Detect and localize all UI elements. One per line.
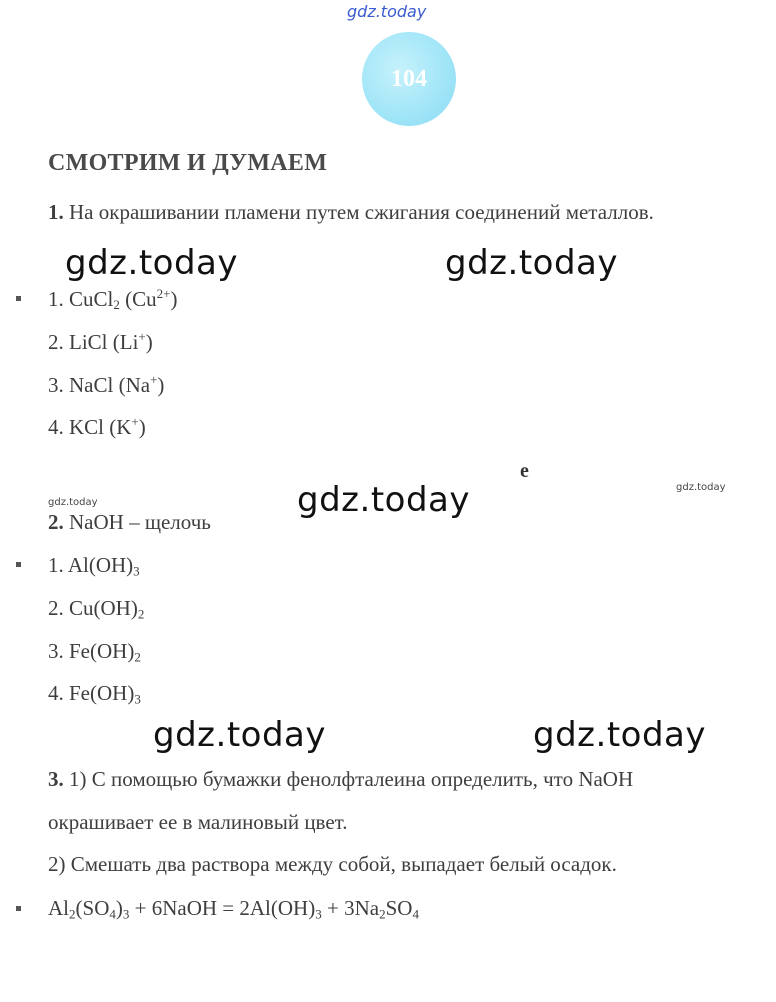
answer-item: 4. $Fe(OH)_3$	[48, 681, 141, 707]
answer-item: 1. $Al(OH)_3$	[48, 553, 140, 579]
question-3-line-1: 3. 1) С помощью бумажки фенолфталеина определить, что NaOH	[48, 767, 634, 791]
answer-item: 1. CuCl$_2$ $(Cu^{2+})$	[48, 286, 178, 313]
answer-item: 3. NaCl (Na+)	[48, 372, 165, 397]
watermark: gdz.today	[533, 715, 706, 755]
list-bullet	[16, 296, 21, 301]
question-2-text: NaOH – щелочь	[69, 510, 211, 534]
question-3-line-3: 2) Смешать два раствора между собой, выпадает белый осадок.	[48, 852, 617, 876]
top-watermark: gdz.today	[347, 2, 427, 21]
list-bullet	[16, 562, 21, 567]
answer-item: 2. LiCl (Li+)	[48, 329, 153, 354]
question-2	[48, 510, 211, 535]
watermark: gdz.today	[445, 243, 618, 283]
answer-item: 4. KCl (K+)	[48, 414, 146, 439]
question-3-line-2: окрашивает ее в малиновый цвет.	[48, 810, 348, 834]
question-1-text: На окрашивании пламени путем сжигания соединений металлов.	[69, 200, 654, 224]
watermark: gdz.today	[297, 480, 470, 520]
list-bullet	[16, 906, 21, 911]
watermark: gdz.today	[153, 715, 326, 755]
answer-item: 3. $Fe(OH)_2$	[48, 639, 141, 665]
watermark-small: gdz.today	[48, 497, 98, 508]
stray-letter: e	[520, 460, 529, 482]
watermark: gdz.today	[65, 243, 238, 283]
question-1	[48, 200, 654, 225]
equation: $Al_2(SO_4)_3$ + 6NaOH = $2Al(OH)_3 + 3Na_2SO_4$	[48, 896, 419, 922]
page-number: 104	[391, 65, 427, 92]
question-1-number: 1.	[48, 200, 64, 224]
question-3-number: 3.	[48, 767, 64, 791]
answer-item: 2. $Cu(OH)_2$	[48, 596, 145, 622]
question-2-number: 2.	[48, 510, 64, 534]
page-number-badge	[362, 32, 456, 126]
section-heading: СМОТРИМ И ДУМАЕМ	[48, 150, 328, 176]
watermark-small: gdz.today	[676, 482, 726, 493]
